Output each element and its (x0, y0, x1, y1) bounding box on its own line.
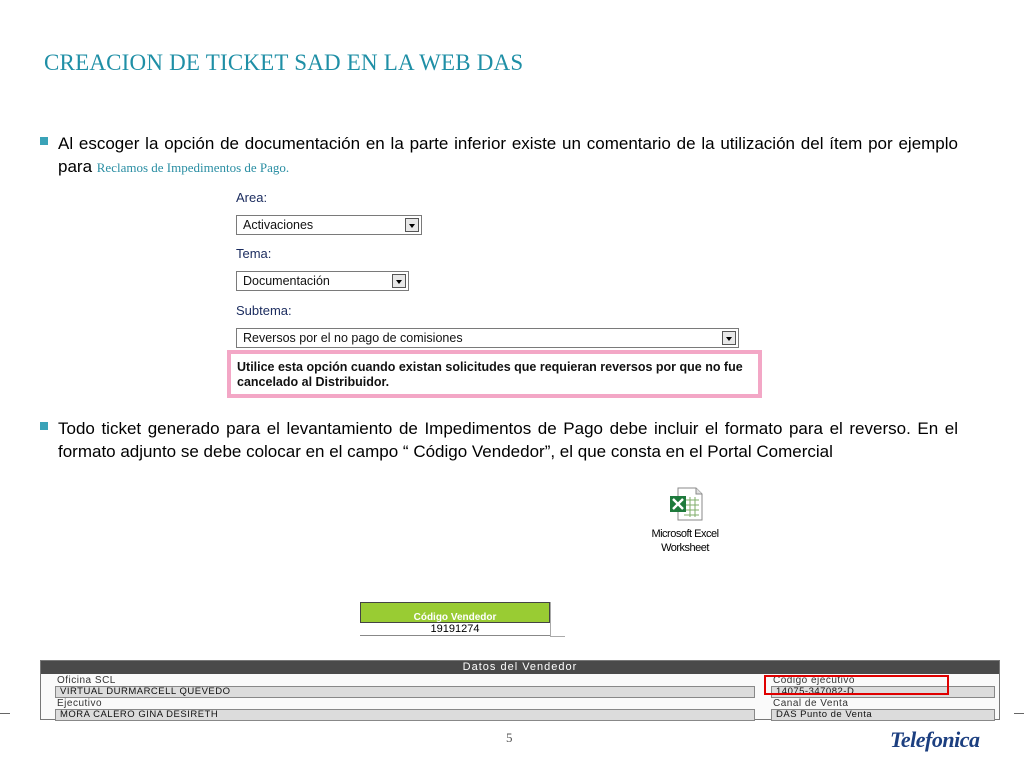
dropdown-arrow-icon[interactable] (722, 331, 736, 345)
dropdown-arrow-icon[interactable] (405, 218, 419, 232)
telefonica-logo: Telefonica (890, 727, 980, 752)
codigo-vendedor-header: Código Vendedor (360, 602, 550, 623)
bullet-1-text: Al escoger la opción de documentación en la parte inferior existe un comentario de la utilización del ítem por ejemplo para (58, 134, 958, 176)
excel-attachment-label[interactable] (630, 527, 740, 555)
tema-select-value: Documentación (243, 274, 330, 288)
oficina-field: VIRTUAL DURMARCELL QUEVEDO (55, 686, 755, 698)
codigo-vendedor-value: 19191274 (360, 623, 550, 636)
canal-venta-field: DAS Punto de Venta (771, 709, 995, 721)
ejecutivo-field: MORA CALERO GINA DESIRETH (55, 709, 755, 721)
codigo-ejecutivo-field: 14075-347082-D (771, 686, 995, 698)
bullet-square-icon (40, 422, 48, 430)
area-label: Area: (236, 190, 268, 205)
tema-select[interactable] (236, 271, 409, 291)
right-edge-line (1014, 713, 1024, 714)
spreadsheet-gridline (550, 602, 565, 637)
left-edge-line (0, 713, 10, 714)
area-select-value: Activaciones (243, 218, 314, 232)
codigo-vendedor-table (360, 602, 565, 636)
canal-venta-label: Canal de Venta (773, 698, 849, 709)
ejecutivo-label: Ejecutivo (57, 698, 103, 709)
datos-vendedor-header: Datos del Vendedor (41, 661, 999, 674)
subtema-description-note: Utilice esta opción cuando existan solicitudes que requieran reversos por que no fue cancelado al Distribuidor. (227, 350, 762, 398)
page-number: 5 (506, 730, 513, 745)
bullet-paragraph-1 (40, 132, 958, 179)
bullet-2-text: Todo ticket generado para el levantamiento de Impedimentos de Pago debe incluir el formato para el reverso. En el formato adjunto se debe colocar en el campo “ Código Vendedor”, el que consta en el Portal Comercial (58, 419, 958, 461)
excel-label-line-2: Worksheet (661, 542, 709, 554)
oficina-label: Oficina SCL (57, 675, 116, 686)
excel-icon[interactable] (668, 486, 704, 522)
bullet-square-icon (40, 137, 48, 145)
dropdown-arrow-icon[interactable] (392, 274, 406, 288)
codigo-ejecutivo-highlight (764, 675, 949, 695)
subtema-select-value: Reversos por el no pago de comisiones (243, 331, 463, 345)
subtema-label: Subtema: (236, 303, 292, 318)
slide-title: CREACION DE TICKET SAD EN LA WEB DAS (44, 50, 524, 75)
bullet-paragraph-2 (40, 417, 958, 463)
bullet-1-highlight: Reclamos de Impedimentos de Pago. (96, 160, 290, 175)
excel-label-line-1: Microsoft Excel (651, 528, 719, 540)
area-select[interactable] (236, 215, 422, 235)
subtema-select[interactable] (236, 328, 739, 348)
tema-label: Tema: (236, 246, 272, 261)
codigo-ejecutivo-label: Código ejecutivo (773, 675, 855, 686)
